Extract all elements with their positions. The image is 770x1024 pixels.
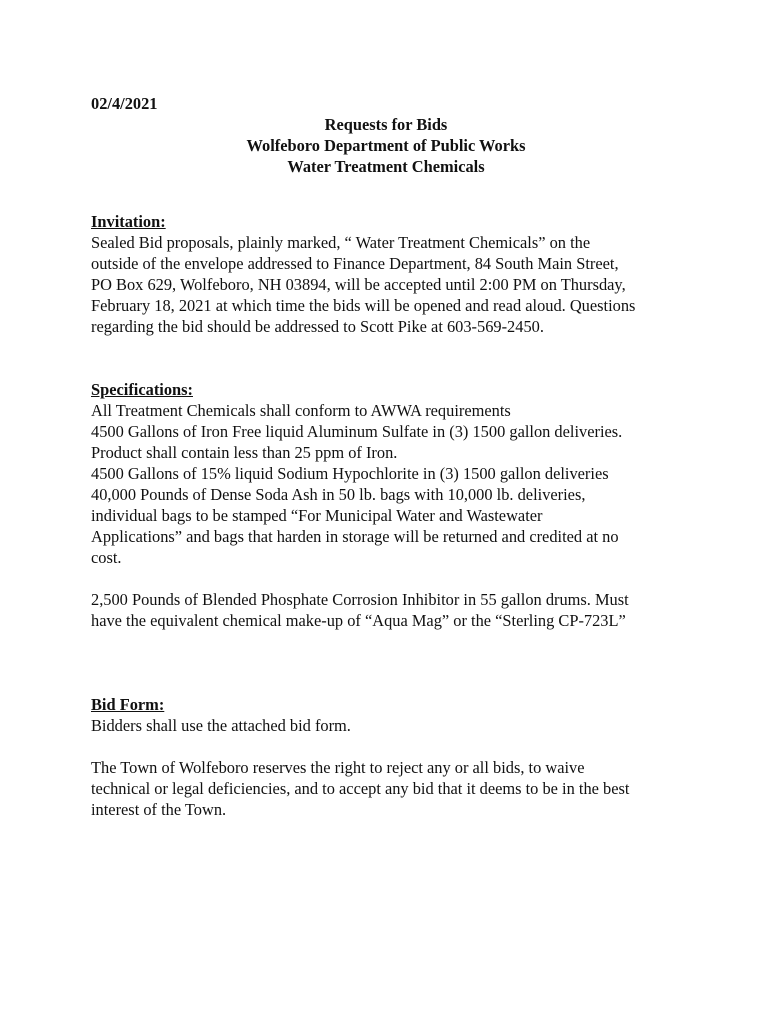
closing-line: The Town of Wolfeboro reserves the right to reject any or all bids, to waive [91,758,585,777]
spacer [91,736,691,757]
specification-line: 4500 Gallons of 15% liquid Sodium Hypochlorite in (3) 1500 gallon deliveries [91,464,609,483]
invitation-title: Invitation: [91,212,166,231]
specification-line: Product shall contain less than 25 ppm of Iron. [91,443,398,462]
specification-line: individual bags to be stamped “For Municipal Water and Wastewater [91,506,543,525]
specification-line: 4500 Gallons of Iron Free liquid Aluminum Sulfate in (3) 1500 gallon deliveries. [91,422,623,441]
specification-line: 40,000 Pounds of Dense Soda Ash in 50 lb. bags with 10,000 lb. deliveries, [91,485,586,504]
closing-line: technical or legal deficiencies, and to accept any bid that it deems to be in the best [91,779,630,798]
spacer [91,568,691,589]
specifications-paragraph [91,400,691,568]
bid-form-section [91,694,691,820]
specification-extra-line: 2,500 Pounds of Blended Phosphate Corrosion Inhibitor in 55 gallon drums. Must [91,590,629,609]
specification-line: cost. [91,548,122,567]
heading-line-2: Wolfeboro Department of Public Works [246,136,526,155]
invitation-line: February 18, 2021 at which time the bids will be opened and read aloud. Questions [91,296,636,315]
bid-form-title: Bid Form: [91,695,165,714]
document-page [91,93,691,820]
heading-line-1: Requests for Bids [324,115,448,134]
specification-line: All Treatment Chemicals shall conform to AWWA requirements [91,401,511,420]
spacer [91,337,691,379]
document-heading [91,114,691,177]
invitation-line: outside of the envelope addressed to Finance Department, 84 South Main Street, [91,254,619,273]
specification-extra-line: have the equivalent chemical make-up of “Aqua Mag” or the “Sterling CP-723L” [91,611,626,630]
invitation-line: regarding the bid should be addressed to Scott Pike at 603-569-2450. [91,317,544,336]
bid-form-line: Bidders shall use the attached bid form. [91,716,351,735]
specifications-section [91,379,691,631]
invitation-section [91,211,691,337]
spacer [91,177,691,211]
closing-line: interest of the Town. [91,800,227,819]
invitation-paragraph [91,232,691,337]
specifications-title: Specifications: [91,380,193,399]
heading-line-3: Water Treatment Chemicals [287,157,485,176]
specifications-extra-paragraph [91,589,691,631]
specification-line: Applications” and bags that harden in storage will be returned and credited at no [91,527,619,546]
spacer [91,631,691,694]
closing-paragraph [91,757,691,820]
invitation-line: Sealed Bid proposals, plainly marked, “ Water Treatment Chemicals” on the [91,233,591,252]
document-date: 02/4/2021 [91,94,158,113]
invitation-line: PO Box 629, Wolfeboro, NH 03894, will be accepted until 2:00 PM on Thursday, [91,275,626,294]
